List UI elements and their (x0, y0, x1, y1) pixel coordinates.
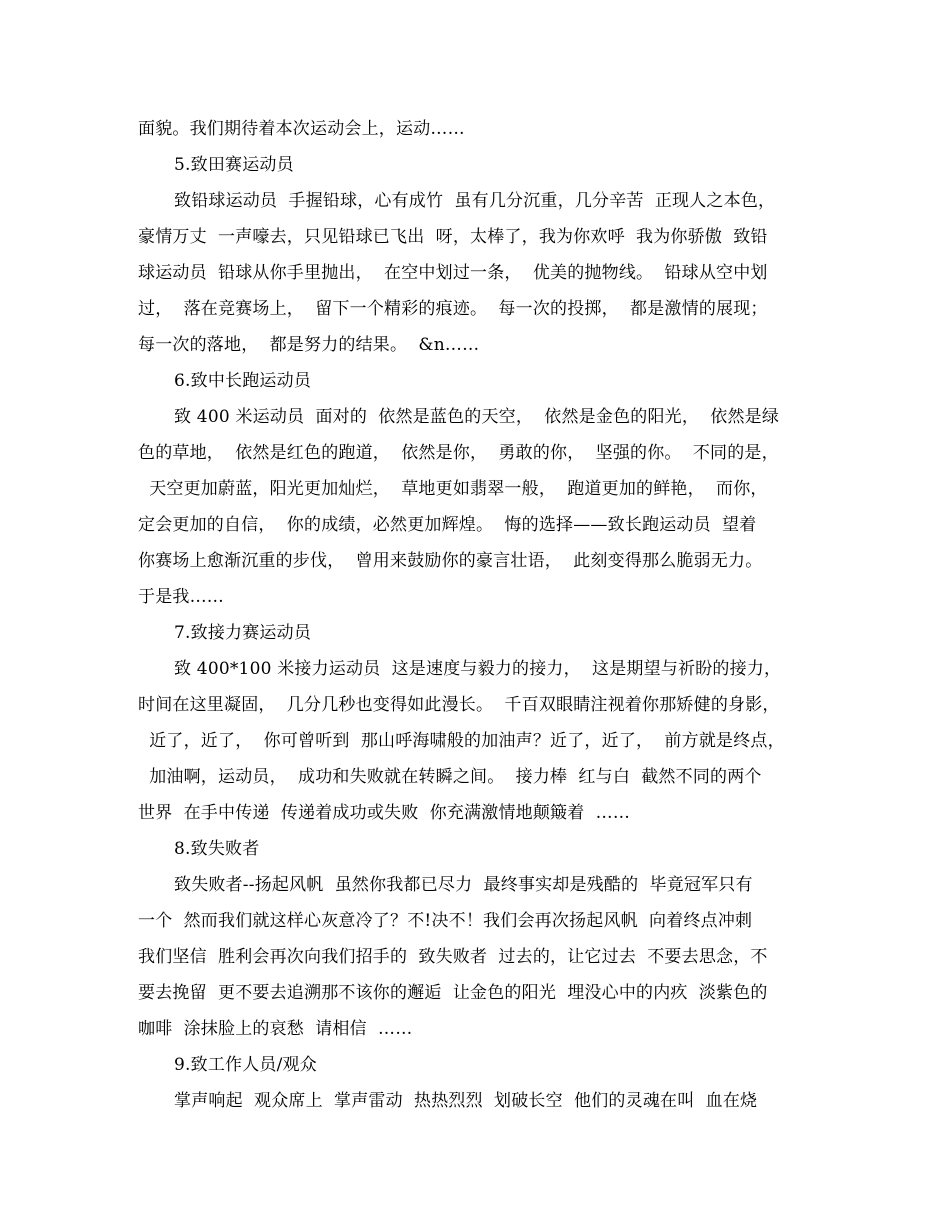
paragraph-line: 致铅球运动员 手握铅球，心有成竹 虽有几分沉重，几分辛苦 正现人之本色， (174, 191, 776, 211)
paragraph-line: 要去挽留 更不要去追溯那不该你的邂逅 让金色的阳光 埋没心中的内疚 淡紫色的 (138, 983, 768, 1003)
paragraph-line: 掌声响起 观众席上 掌声雷动 热热烈烈 划破长空 他们的灵魂在叫 血在烧 (174, 1091, 758, 1111)
paragraph-line: 致 400 米运动员 面对的 依然是蓝色的天空， 依然是金色的阳光， 依然是绿 (174, 407, 780, 427)
paragraph-line: 加油啊，运动员， 成功和失败就在转瞬之间。 接力棒 红与白 截然不同的两个 (138, 767, 762, 787)
paragraph-line: 豪情万丈 一声嚎去，只见铅球已飞出 呀，太棒了，我为你欢呼 我为你骄傲 致铅 (138, 227, 768, 247)
paragraph-line: 过， 落在竞赛场上， 留下一个精彩的痕迹。 每一次的投掷， 都是激情的展现； (138, 299, 768, 319)
paragraph-line: 我们坚信 胜利会再次向我们招手的 致失败者 过去的，让它过去 不要去思念，不 (138, 947, 768, 967)
section-heading: 5.致田赛运动员 (174, 155, 294, 175)
paragraph-line: 定会更加的自信， 你的成绩，必然更加辉煌。 悔的选择——致长跑运动员 望着 (138, 515, 757, 535)
paragraph-line: 球运动员 铅球从你手里抛出， 在空中划过一条， 优美的抛物线。 铅球从空中划 (138, 263, 768, 283)
paragraph-line: 世界 在手中传递 传递着成功或失败 你充满激情地颠簸着 …… (138, 803, 631, 823)
paragraph-line: 时间在这里凝固， 几分几秒也变得如此漫长。 千百双眼睛注视着你那矫健的身影， (138, 695, 780, 715)
paragraph-line: 致失败者--扬起风帆 虽然你我都已尽力 最终事实却是残酷的 毕竟冠军只有 (174, 875, 753, 895)
section-heading: 6.致中长跑运动员 (174, 371, 312, 391)
paragraph-line: 近了，近了， 你可曾听到 那山呼海啸般的加油声？近了，近了， 前方就是终点， (138, 731, 785, 751)
paragraph-line: 天空更加蔚蓝，阳光更加灿烂， 草地更如翡翠一般， 跑道更加的鲜艳， 而你， (138, 479, 768, 499)
paragraph-line: 面貌。我们期待着本次运动会上，运动…… (138, 119, 465, 139)
section-heading: 8.致失败者 (174, 839, 260, 859)
paragraph-line: 一个 然而我们就这样心灰意冷了？不!决不！我们会再次扬起风帆 向着终点冲刺 (138, 911, 753, 931)
paragraph-line: 致 400*100 米接力运动员 这是速度与毅力的接力， 这是期望与祈盼的接力， (174, 659, 782, 679)
section-heading: 9.致工作人员/观众 (174, 1055, 317, 1075)
paragraph-line: 咖啡 涂抹脸上的哀愁 请相信 …… (138, 1019, 413, 1039)
section-heading: 7.致接力赛运动员 (174, 623, 312, 643)
paragraph-line: 于是我…… (138, 587, 224, 607)
paragraph-line: 你赛场上愈渐沉重的步伐， 曾用来鼓励你的豪言壮语， 此刻变得那么脆弱无力。 (138, 551, 763, 571)
paragraph-line: 色的草地， 依然是红色的跑道， 依然是你， 勇敢的你， 坚强的你。 不同的是， (138, 443, 779, 463)
paragraph-line: 每一次的落地， 都是努力的结果。 &n…… (138, 335, 480, 355)
